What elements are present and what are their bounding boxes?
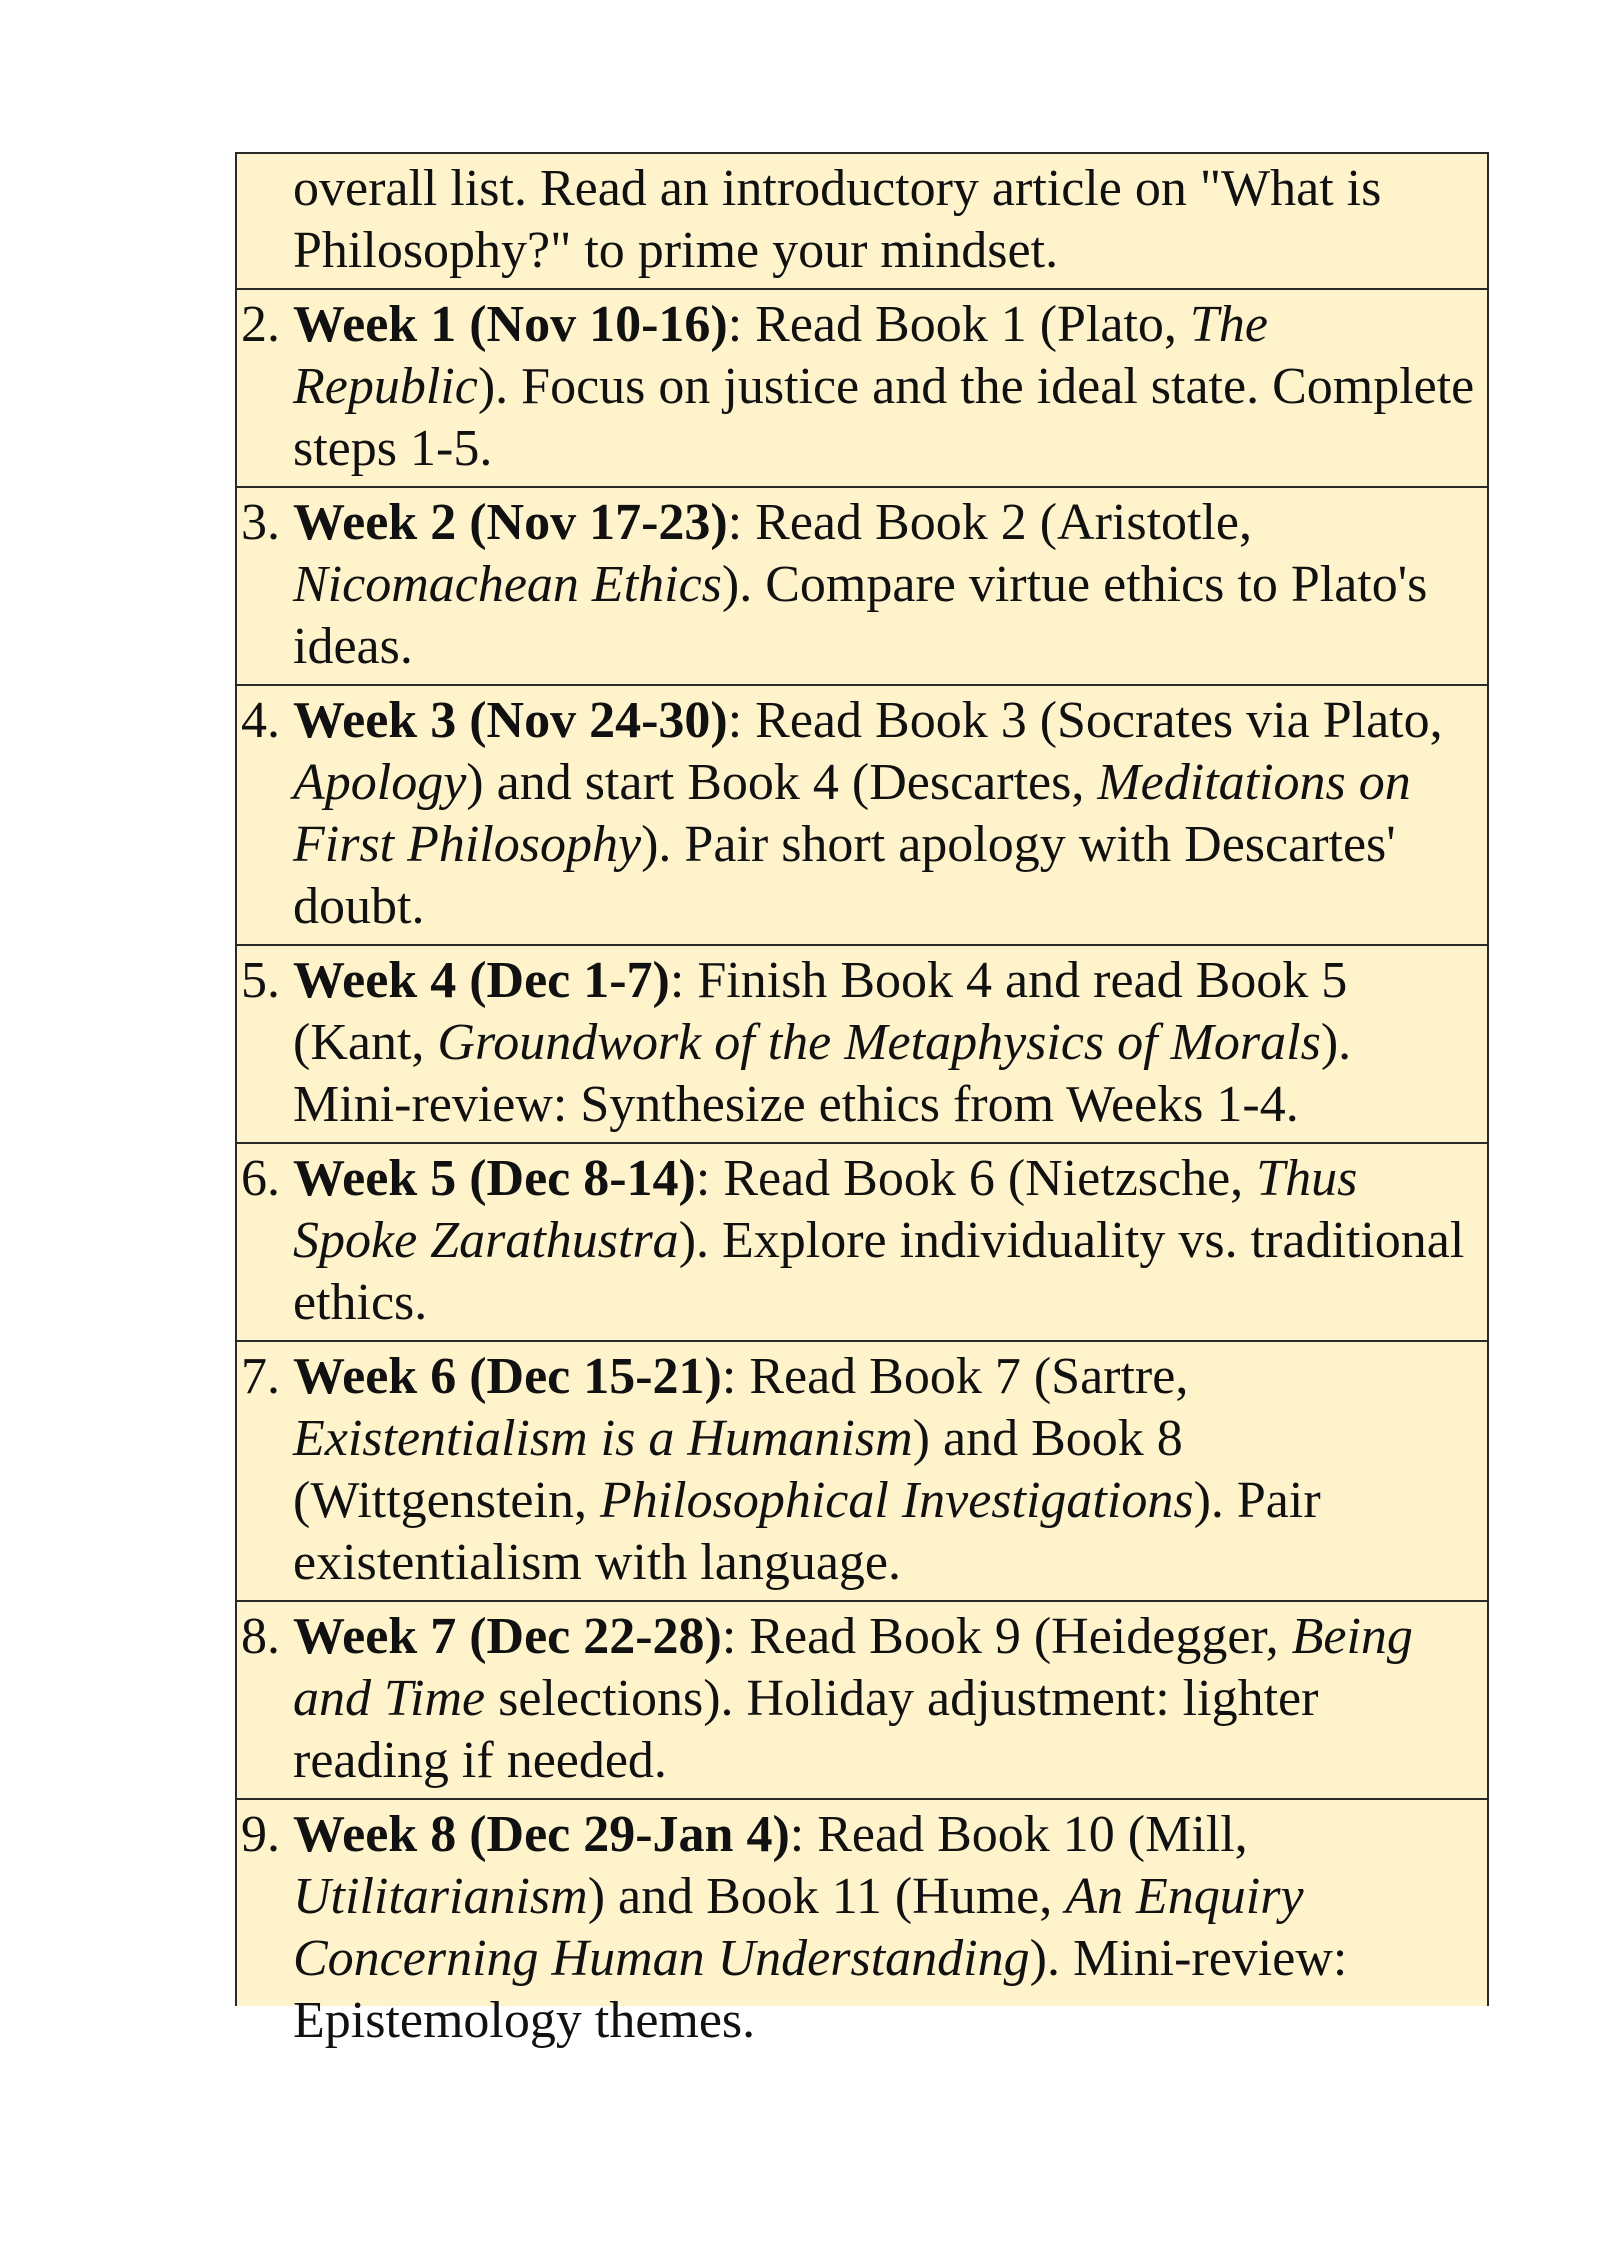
text-segment: ). Focus on justice and the ideal state. Complete steps 1-5. — [293, 358, 1475, 477]
book-title: Nicomachean Ethics — [293, 556, 722, 613]
list-item-text — [291, 1346, 1479, 1594]
plan-row — [237, 488, 1487, 686]
list-item-number: 7. — [241, 1348, 280, 1405]
text-segment: ). Mini-review: Synthesize ethics from Weeks 1-4. — [293, 1014, 1352, 1133]
plan-row — [237, 946, 1487, 1144]
text-segment: ) and start Book 4 (Descartes, — [466, 754, 1098, 811]
book-title: Being and Time — [293, 1608, 1413, 1727]
plan-row — [237, 1602, 1487, 1800]
book-title: The Republic — [293, 296, 1268, 415]
book-title: Meditations on First Philosophy — [293, 754, 1411, 873]
list-item-text — [291, 158, 1479, 282]
list-item-number: 5. — [241, 952, 280, 1009]
book-title: Thus Spoke Zarathustra — [293, 1150, 1358, 1269]
list-item-text — [291, 1804, 1479, 2052]
plan-row — [237, 290, 1487, 488]
list-item-text — [291, 690, 1479, 938]
plan-row — [237, 686, 1487, 946]
text-segment: : Read Book 7 (Sartre, — [721, 1348, 1189, 1405]
text-segment: : Finish Book 4 and read Book 5 (Kant, — [293, 952, 1348, 1071]
list-item-number: 2. — [241, 296, 280, 353]
text-segment: : Read Book 3 (Socrates via Plato, — [727, 692, 1443, 749]
book-title: Apology — [293, 754, 467, 811]
text-segment: : Read Book 2 (Aristotle, — [727, 494, 1252, 551]
week-heading: Week 6 (Dec 15-21) — [293, 1348, 722, 1405]
book-title: Existentialism is a Humanism — [293, 1410, 913, 1467]
list-item-text — [291, 492, 1479, 678]
text-segment: : Read Book 1 (Plato, — [727, 296, 1190, 353]
text-segment: : Read Book 10 (Mill, — [789, 1806, 1248, 1863]
text-segment: : Read Book 9 (Heidegger, — [721, 1608, 1292, 1665]
text-segment: ). Compare virtue ethics to Plato's ideas. — [293, 556, 1428, 675]
plan-row — [237, 154, 1487, 290]
week-heading: Week 5 (Dec 8-14) — [293, 1150, 696, 1207]
week-heading: Week 4 (Dec 1-7) — [293, 952, 670, 1009]
text-segment: : Read Book 6 (Nietzsche, — [695, 1150, 1257, 1207]
plan-row — [237, 1342, 1487, 1602]
week-heading: Week 2 (Nov 17-23) — [293, 494, 728, 551]
list-item-number: 6. — [241, 1150, 280, 1207]
list-item-number: 9. — [241, 1806, 280, 1863]
book-title: Philosophical Investigations — [599, 1472, 1194, 1529]
list-item-text — [291, 1148, 1479, 1334]
week-heading: Week 8 (Dec 29-Jan 4) — [293, 1806, 790, 1863]
list-item-text — [291, 1606, 1479, 1792]
list-item-number: 4. — [241, 692, 280, 749]
text-segment: overall list. Read an introductory article on "What is Philosophy?" to prime your mindset. — [293, 160, 1382, 279]
list-item-number: 3. — [241, 494, 280, 551]
text-segment: ). Mini-review: Epistemology themes. — [293, 1930, 1348, 2049]
text-segment: ) and Book 11 (Hume, — [587, 1868, 1066, 1925]
reading-plan-table — [235, 152, 1489, 2049]
plan-row — [237, 1800, 1487, 2058]
book-title: An Enquiry Concerning Human Understanding — [293, 1868, 1304, 1987]
text-segment: ). Pair short apology with Descartes' doubt. — [293, 816, 1396, 935]
plan-row — [237, 1144, 1487, 1342]
list-item-text — [291, 950, 1479, 1136]
list-item-number — [241, 158, 291, 282]
week-heading: Week 7 (Dec 22-28) — [293, 1608, 722, 1665]
week-heading: Week 3 (Nov 24-30) — [293, 692, 728, 749]
book-title: Utilitarianism — [293, 1868, 588, 1925]
list-item-number: 8. — [241, 1608, 280, 1665]
text-segment: selections). Holiday adjustment: lighter reading if needed. — [293, 1670, 1319, 1789]
list-item-text — [291, 294, 1479, 480]
text-segment: ) and Book 8 (Wittgenstein, — [293, 1410, 1183, 1529]
week-heading: Week 1 (Nov 10-16) — [293, 296, 728, 353]
text-segment: ). Explore individuality vs. traditional ethics. — [293, 1212, 1465, 1331]
book-title: Groundwork of the Metaphysics of Morals — [437, 1014, 1321, 1071]
text-segment: ). Pair existentialism with language. — [293, 1472, 1321, 1591]
